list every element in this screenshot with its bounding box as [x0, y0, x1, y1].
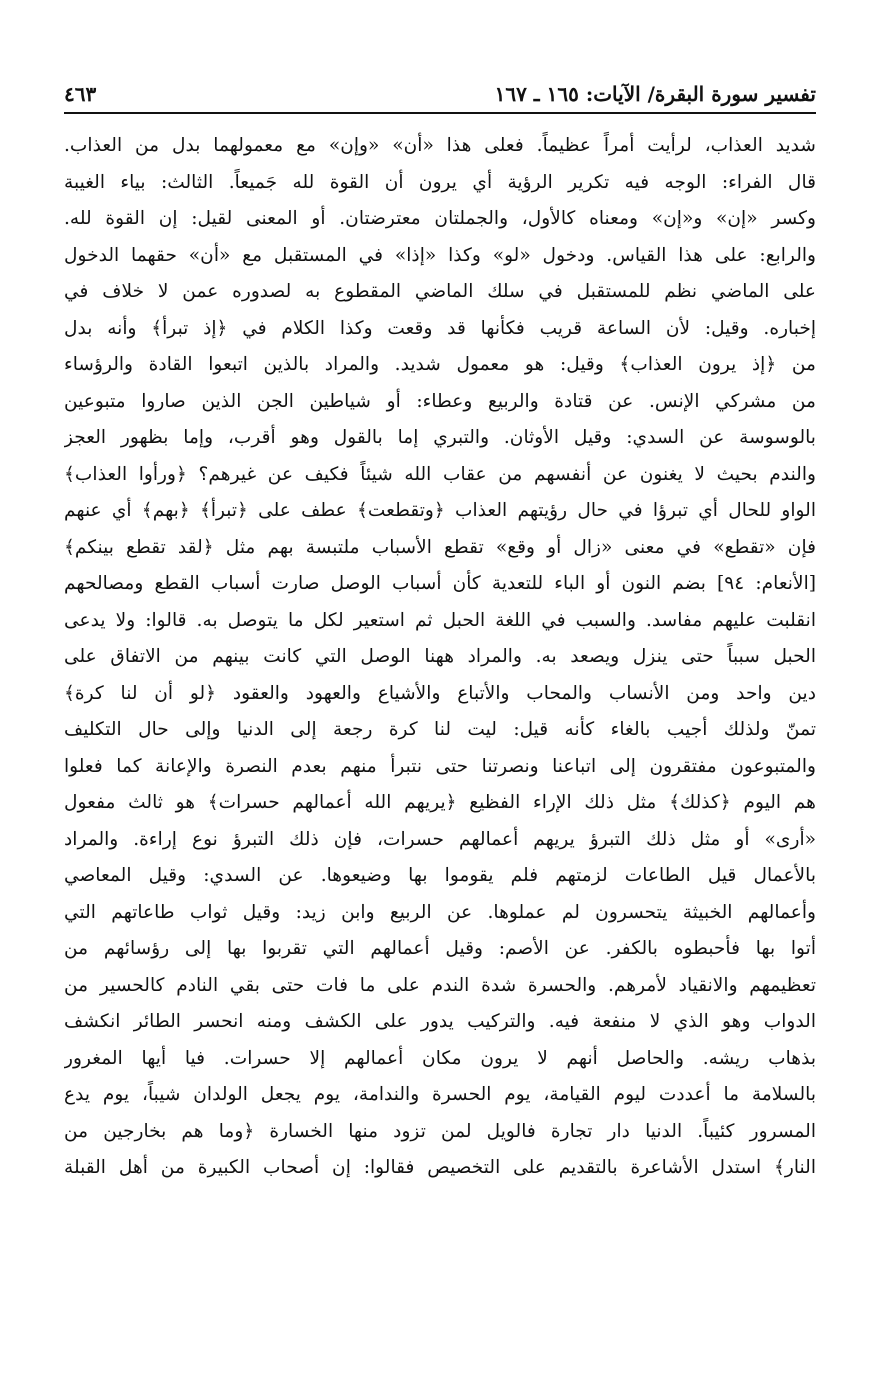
text-line: بالسلامة ما أعددت ليوم القيامة، يوم الحسرة والندامة، يوم يجعل الولدان شيباً، يوم يدع	[64, 1084, 816, 1105]
text-line: دين واحد ومن الأنساب والمحاب والأتباع والأشياع والعهود والعقود ﴿لو أن لنا كرة﴾	[64, 682, 816, 704]
text-line: بالوسوسة عن السدي: وقيل الأوثان. والتبري إما بالقول وهو أقرب، وإما بظهور العجز	[64, 427, 816, 448]
text-line: قال الفراء: الوجه فيه تكرير الرؤية أي يرون أن القوة لله جَميعاً. الثالث: بياء الغيبة	[64, 171, 816, 193]
text-line: بذهاب ريشه. والحاصل أنهم لا يرون مكان أعمالهم إلا حسرات. فيا أيها المغرور	[64, 1047, 816, 1069]
running-title: تفسير سورة البقرة/ الآيات: ١٦٥ ـ ١٦٧	[494, 82, 816, 106]
text-line: المسرور كئيباً. الدنيا دار تجارة فالويل لمن تزود منها الخسارة ﴿وما هم بخارجين من	[64, 1120, 816, 1142]
text-line: النار﴾ استدل الأشاعرة بالتقديم على التخصيص فقالوا: إن أصحاب الكبيرة من أهل القبلة	[64, 1157, 816, 1178]
text-line: والندم بحيث لا يغنون عن أنفسهم من عقاب الله شيئاً فكيف عن غيرهم؟ ﴿ورأوا العذاب﴾	[64, 463, 816, 485]
text-line: تعظيمهم والانقياد لأمرهم. والحسرة شدة الندم على ما فات حتى بقي النادم كالحسير من	[64, 974, 816, 996]
text-line: الواو للحال أي تبرؤا في حال رؤيتهم العذاب ﴿وتقطعت﴾ عطف على ﴿تبرأ﴾ ﴿بهم﴾ أي عنهم	[64, 500, 816, 521]
book-page	[64, 72, 816, 1187]
text-line: وكسر «إن» و«إن» ومعناه كالأول، والجملتان معترضتان. أو المعنى لقيل: إن القوة لله.	[64, 208, 816, 229]
body-text	[64, 128, 816, 1187]
text-line: انقلبت عليهم مفاسد. والسبب في اللغة الحبل ثم استعير لكل ما يتوصل به. قالوا: ولا يدعى	[64, 609, 816, 631]
text-line: والرابع: على هذا القياس. ودخول «لو» وكذا «إذا» في المستقبل مع «أن» حقهما الدخول	[64, 244, 816, 266]
running-head	[64, 72, 816, 106]
text-line: الحبل سبباً حتى ينزل ويصعد به. والمراد ههنا الوصل التي كانت بينهم من الاتفاق على	[64, 646, 816, 667]
text-line: تمنّ ولذلك أجيب بالغاء كأنه قيل: ليت لنا كرة رجعة إلى الدنيا وإلى حال التكليف	[64, 719, 816, 740]
text-line: والمتبوعون مفتقرون إلى اتباعنا ونصرتنا حتى نتبرأ منهم بعدم النصرة والإعانة كما فعلوا	[64, 755, 816, 777]
page-number: ٤٦٣	[64, 82, 97, 106]
text-line: [الأنعام: ٩٤] بضم النون أو الباء للتعدية كأن أسباب الوصل صارت أسباب القطع ومصالحهم	[64, 573, 816, 594]
text-line: شديد العذاب، لرأيت أمراً عظيماً. فعلى هذا «أن» «وإن» مع معمولهما بدل من العذاب.	[64, 135, 816, 156]
text-line: أتوا بها فأحبطوه بالكفر. عن الأصم: وقيل أعمالهم التي تقربوا بها إلى رؤسائهم من	[64, 938, 816, 959]
text-line: من ﴿إذ يرون العذاب﴾ وقيل: هو معمول شديد. والمراد بالذين اتبعوا القادة والرؤساء	[64, 354, 816, 375]
text-line: فإن «تقطع» في معنى «زال أو وقع» تقطع الأسباب ملتبسة بهم مثل ﴿لقد تقطع بينكم﴾	[64, 536, 816, 558]
text-line: من مشركي الإنس. عن قتادة والربيع وعطاء: أو شياطين الجن الذين صاروا متبوعين	[64, 390, 816, 412]
text-line: «أرى» أو مثل ذلك التبرؤ يريهم أعمالهم حسرات، فإن ذلك التبرؤ نوع إراءة. والمراد	[64, 828, 816, 850]
text-line: بالأعمال قيل الطاعات لزمتهم فلم يقوموا بها وضيعوها. عن السدي: وقيل المعاصي	[64, 865, 816, 886]
header-rule	[64, 112, 816, 114]
text-line: على الماضي نظم للمستقبل في سلك الماضي المقطوع به لصدوره عمن لا خلاف في	[64, 281, 816, 302]
text-line: إخباره. وقيل: لأن الساعة قريب فكأنها قد وقعت وكذا الكلام في ﴿إذ تبرأ﴾ وأنه بدل	[64, 317, 816, 339]
text-line: هم اليوم ﴿كذلك﴾ مثل ذلك الإراء الفظيع ﴿يريهم الله أعمالهم حسرات﴾ هو ثالث مفعول	[64, 792, 816, 813]
text-line: الدواب وهو الذي لا منفعة فيه. والتركيب يدور على الكشف ومنه انحسر الطائر انكشف	[64, 1011, 816, 1032]
text-line: وأعمالهم الخبيثة يتحسرون لم عملوها. عن الربيع وابن زيد: وقيل ثواب طاعاتهم التي	[64, 901, 816, 923]
